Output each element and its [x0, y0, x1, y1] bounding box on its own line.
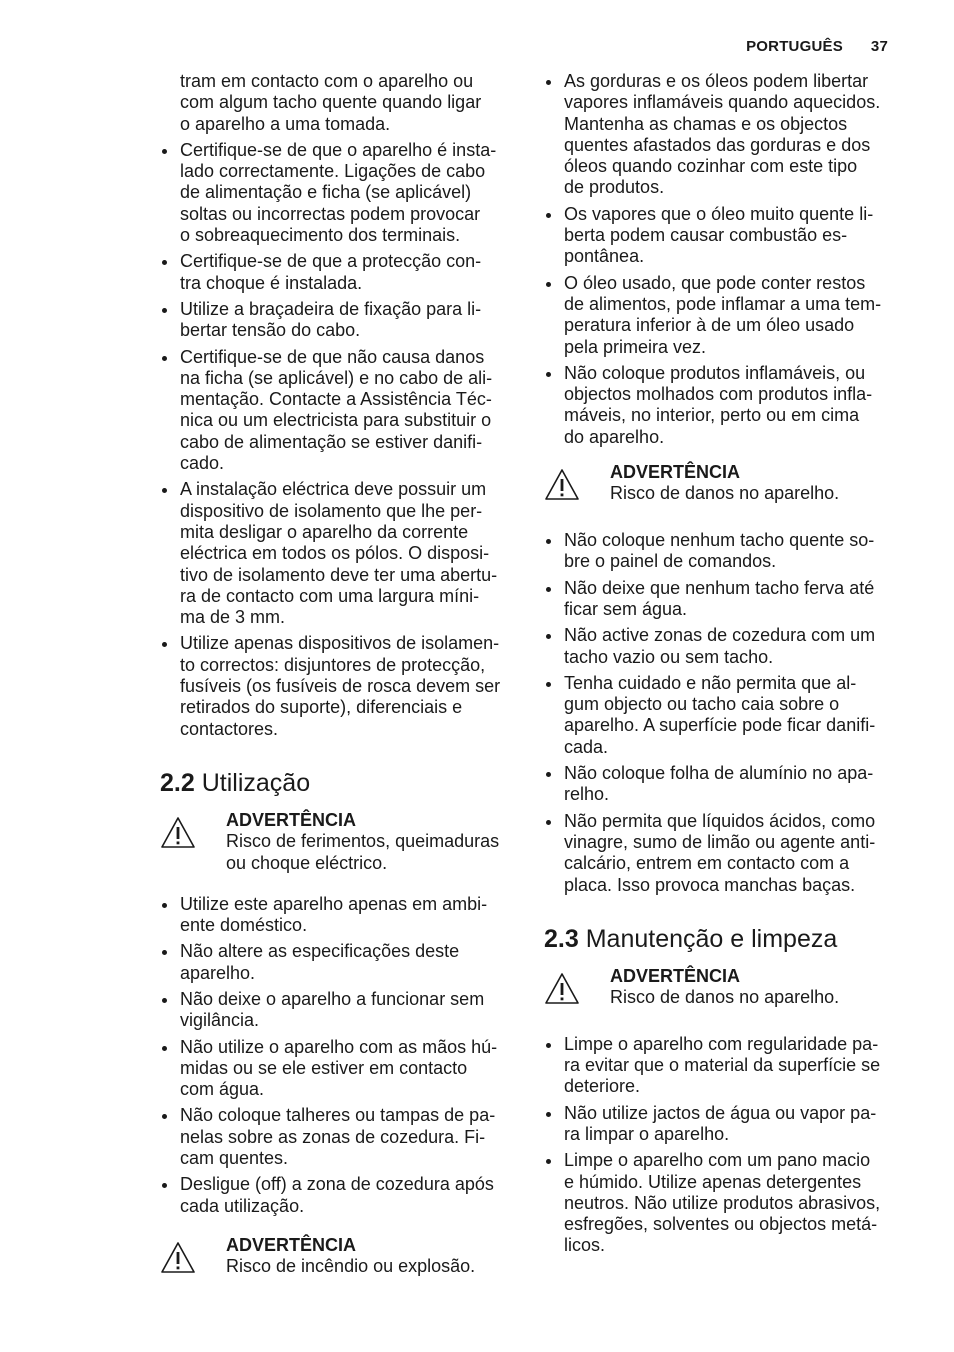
- list-item: Não deixe o aparelho a funcionar sem vigilância.: [160, 989, 516, 1032]
- list-item: Limpe o aparelho com um pano macio e húmido. Utilize apenas detergentes neutros. Não utilize produtos abrasivos, esfregões, solventes ou objectos metá- licos.: [544, 1150, 900, 1256]
- language-label: PORTUGUÊS: [746, 38, 843, 55]
- list-item: Utilize a braçadeira de fixação para li- bertar tensão do cabo.: [160, 299, 516, 342]
- section-heading-utilizacao: 2.2 Utilização: [160, 768, 311, 797]
- list-item: Certifique-se de que não causa danos na ficha (se aplicável) e no cabo de ali- mentação. Contacte a Assistência Téc- nica ou um electricista para substituir o cabo de alimentação se estiver danifi- cado.: [160, 347, 516, 475]
- bullet-icon: [546, 587, 551, 592]
- warning-text: Risco de danos no aparelho.: [610, 987, 840, 1008]
- bullet-icon: [162, 950, 167, 955]
- section-heading-manutencao: 2.3 Manutenção e limpeza: [544, 924, 838, 953]
- bullet-icon: [162, 260, 167, 265]
- list-item: Não coloque folha de alumínio no apa- relho.: [544, 763, 900, 806]
- list-item: As gorduras e os óleos podem libertar vapores inflamáveis quando aquecidos. Mantenha as chamas e os objectos quentes afastados das gorduras e dos óleos quando cozinhar com este tipo de produtos.: [544, 71, 900, 199]
- list-item: Certifique-se de que o aparelho é insta- lado correctamente. Ligações de cabo de alimentação e ficha (se aplicável) soltas ou incorrectas podem provocar o sobreaquecimento dos terminais.: [160, 140, 516, 246]
- warning-text: Risco de ferimentos, queimaduras ou choque eléctrico.: [226, 831, 500, 873]
- warning-triangle-icon: [544, 468, 580, 502]
- bullet-icon: [546, 682, 551, 687]
- list-item: Não deixe que nenhum tacho ferva até ficar sem água.: [544, 578, 900, 621]
- list-item: Não altere as especificações deste aparelho.: [160, 941, 516, 984]
- left-column: [160, 71, 516, 1303]
- list-item: Tenha cuidado e não permita que al- gum objecto ou tacho caia sobre o aparelho. A superfície pode ficar danifi- cada.: [544, 673, 900, 758]
- bullet-icon: [162, 1046, 167, 1051]
- warning-text: Risco de incêndio ou explosão.: [226, 1256, 476, 1277]
- warning-title: ADVERTÊNCIA: [610, 965, 741, 986]
- page-header: [746, 38, 888, 55]
- usage-bullet-list: [160, 894, 516, 1217]
- appliance-care-bullet-list: [544, 530, 900, 896]
- list-item: Não coloque talheres ou tampas de pa- nelas sobre as zonas de cozedura. Fi- cam quentes.: [160, 1105, 516, 1169]
- list-item: O óleo usado, que pode conter restos de alimentos, pode inflamar a uma tem- peratura inferior à de um óleo usado pela primeira vez.: [544, 273, 900, 358]
- bullet-icon: [162, 1114, 167, 1119]
- warning-triangle-icon: [160, 816, 196, 850]
- bullet-icon: [162, 1183, 167, 1188]
- installation-bullet-list: [160, 140, 516, 740]
- list-item: Não coloque produtos inflamáveis, ou objectos molhados com produtos infla- máveis, no interior, perto ou em cima do aparelho.: [544, 363, 900, 448]
- bullet-icon: [162, 642, 167, 647]
- warning-triangle-icon: [544, 972, 580, 1006]
- warning-box: [544, 462, 900, 510]
- list-item: Não coloque nenhum tacho quente so- bre o painel de comandos.: [544, 530, 900, 573]
- list-item: Não permita que líquidos ácidos, como vinagre, sumo de limão ou agente anti- calcário, entrem em contacto com a placa. Isso provoca manchas baças.: [544, 811, 900, 896]
- bullet-icon: [546, 634, 551, 639]
- bullet-icon: [546, 772, 551, 777]
- list-item: Não utilize jactos de água ou vapor pa- ra limpar o aparelho.: [544, 1103, 900, 1146]
- right-column: [544, 71, 900, 1262]
- list-item: Não active zonas de cozedura com um tacho vazio ou sem tacho.: [544, 625, 900, 668]
- bullet-icon: [162, 998, 167, 1003]
- bullet-icon: [162, 308, 167, 313]
- list-item: Não utilize o aparelho com as mãos hú- midas ou se ele estiver em contacto com água.: [160, 1037, 516, 1101]
- bullet-icon: [546, 1043, 551, 1048]
- warning-box: [160, 1235, 516, 1283]
- bullet-icon: [546, 372, 551, 377]
- bullet-icon: [546, 539, 551, 544]
- warning-title: ADVERTÊNCIA: [226, 809, 357, 830]
- bullet-icon: [546, 80, 551, 85]
- bullet-icon: [546, 213, 551, 218]
- warning-box: [160, 810, 516, 874]
- list-item: Certifique-se de que a protecção con- tra choque é instalada.: [160, 251, 516, 294]
- warning-box: [544, 966, 900, 1014]
- oil-safety-bullet-list: [544, 71, 900, 448]
- list-item: Limpe o aparelho com regularidade pa- ra evitar que o material da superfície se deteriore.: [544, 1034, 900, 1098]
- bullet-icon: [546, 1159, 551, 1164]
- bullet-icon: [546, 1112, 551, 1117]
- bullet-icon: [162, 356, 167, 361]
- page-number: 37: [870, 38, 888, 55]
- bullet-icon: [162, 903, 167, 908]
- bullet-icon: [546, 820, 551, 825]
- warning-text: Risco de danos no aparelho.: [610, 483, 840, 504]
- bullet-icon: [162, 149, 167, 154]
- list-item: Utilize apenas dispositivos de isolamen- to correctos: disjuntores de protecção, fusíveis (os fusíveis de rosca devem ser retirados do suporte), diferenciais e contactores.: [160, 633, 516, 739]
- warning-title: ADVERTÊNCIA: [610, 462, 741, 483]
- list-item: Utilize este aparelho apenas em ambi- ente doméstico.: [160, 894, 516, 937]
- list-item: Os vapores que o óleo muito quente li- berta podem causar combustão es- pontânea.: [544, 204, 900, 268]
- bullet-icon: [546, 282, 551, 287]
- bullet-icon: [162, 488, 167, 493]
- cleaning-bullet-list: [544, 1034, 900, 1257]
- warning-triangle-icon: [160, 1241, 196, 1275]
- continued-paragraph: tram em contacto com o aparelho ou com algum tacho quente quando ligar o aparelho a uma tomada.: [180, 71, 482, 134]
- warning-title: ADVERTÊNCIA: [226, 1234, 357, 1255]
- list-item: Desligue (off) a zona de cozedura após cada utilização.: [160, 1174, 516, 1217]
- list-item: A instalação eléctrica deve possuir um dispositivo de isolamento que lhe per- mita desligar o aparelho da corrente eléctrica em todos os pólos. O disposi- tivo de isolamento deve ter uma abertu- ra de contacto com uma largura míni- ma de 3 mm.: [160, 479, 516, 628]
